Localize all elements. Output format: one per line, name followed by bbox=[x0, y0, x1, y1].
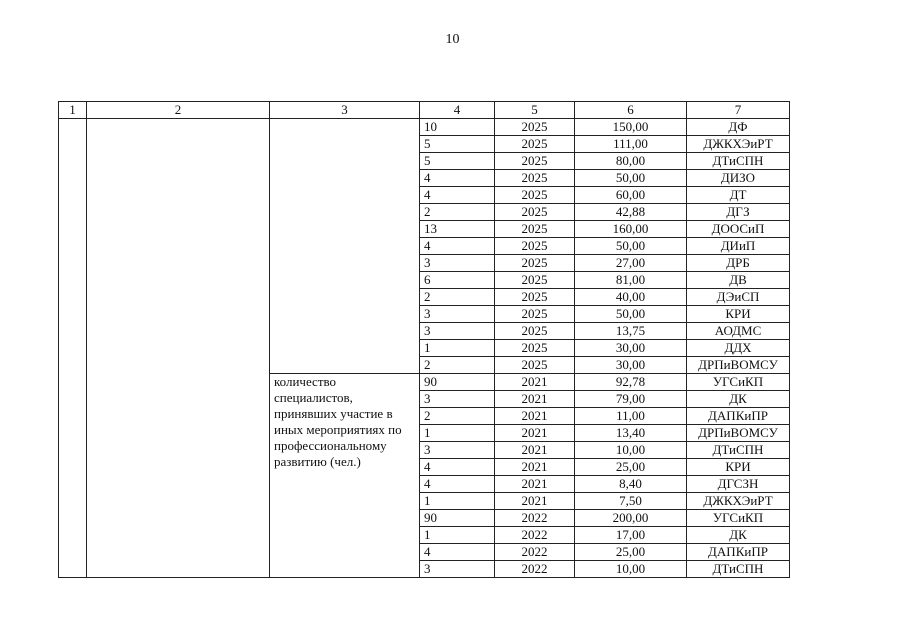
year-cell: 2022 bbox=[495, 527, 575, 544]
year-cell: 2022 bbox=[495, 544, 575, 561]
amount-cell: 42,88 bbox=[575, 204, 687, 221]
qty-cell: 3 bbox=[420, 561, 495, 578]
dept-cell: ДЖКХЭиРТ bbox=[687, 136, 790, 153]
year-cell: 2021 bbox=[495, 425, 575, 442]
qty-cell: 4 bbox=[420, 544, 495, 561]
year-cell: 2022 bbox=[495, 561, 575, 578]
qty-cell: 2 bbox=[420, 357, 495, 374]
qty-cell: 4 bbox=[420, 476, 495, 493]
amount-cell: 25,00 bbox=[575, 459, 687, 476]
dept-cell: ДАПКиПР bbox=[687, 408, 790, 425]
qty-cell: 4 bbox=[420, 187, 495, 204]
year-cell: 2025 bbox=[495, 306, 575, 323]
year-cell: 2025 bbox=[495, 221, 575, 238]
qty-cell: 3 bbox=[420, 306, 495, 323]
year-cell: 2025 bbox=[495, 289, 575, 306]
year-cell: 2025 bbox=[495, 272, 575, 289]
amount-cell: 80,00 bbox=[575, 153, 687, 170]
dept-cell: ДТ bbox=[687, 187, 790, 204]
qty-cell: 10 bbox=[420, 119, 495, 136]
year-cell: 2025 bbox=[495, 136, 575, 153]
qty-cell: 4 bbox=[420, 238, 495, 255]
header-cell-3: 3 bbox=[270, 102, 420, 119]
dept-cell: ДРПиВОМСУ bbox=[687, 425, 790, 442]
header-cell-4: 4 bbox=[420, 102, 495, 119]
col1-merged-cell bbox=[59, 119, 87, 578]
dept-cell: ДДХ bbox=[687, 340, 790, 357]
amount-cell: 7,50 bbox=[575, 493, 687, 510]
year-cell: 2021 bbox=[495, 391, 575, 408]
dept-cell: КРИ bbox=[687, 459, 790, 476]
qty-cell: 2 bbox=[420, 408, 495, 425]
amount-cell: 92,78 bbox=[575, 374, 687, 391]
year-cell: 2025 bbox=[495, 340, 575, 357]
qty-cell: 1 bbox=[420, 527, 495, 544]
amount-cell: 81,00 bbox=[575, 272, 687, 289]
amount-cell: 150,00 bbox=[575, 119, 687, 136]
year-cell: 2025 bbox=[495, 238, 575, 255]
year-cell: 2025 bbox=[495, 357, 575, 374]
qty-cell: 90 bbox=[420, 510, 495, 527]
dept-cell: ДЭиСП bbox=[687, 289, 790, 306]
year-cell: 2021 bbox=[495, 459, 575, 476]
amount-cell: 27,00 bbox=[575, 255, 687, 272]
year-cell: 2021 bbox=[495, 442, 575, 459]
amount-cell: 30,00 bbox=[575, 340, 687, 357]
qty-cell: 1 bbox=[420, 493, 495, 510]
year-cell: 2025 bbox=[495, 323, 575, 340]
dept-cell: УГСиКП bbox=[687, 510, 790, 527]
amount-cell: 79,00 bbox=[575, 391, 687, 408]
dept-cell: ДК bbox=[687, 391, 790, 408]
amount-cell: 50,00 bbox=[575, 170, 687, 187]
year-cell: 2022 bbox=[495, 510, 575, 527]
qty-cell: 3 bbox=[420, 255, 495, 272]
qty-cell: 3 bbox=[420, 391, 495, 408]
qty-cell: 5 bbox=[420, 153, 495, 170]
amount-cell: 30,00 bbox=[575, 357, 687, 374]
qty-cell: 4 bbox=[420, 170, 495, 187]
amount-cell: 160,00 bbox=[575, 221, 687, 238]
amount-cell: 40,00 bbox=[575, 289, 687, 306]
qty-cell: 6 bbox=[420, 272, 495, 289]
year-cell: 2025 bbox=[495, 187, 575, 204]
header-cell-7: 7 bbox=[687, 102, 790, 119]
col2-merged-cell bbox=[87, 119, 270, 578]
header-cell-6: 6 bbox=[575, 102, 687, 119]
dept-cell: ДООСиП bbox=[687, 221, 790, 238]
amount-cell: 10,00 bbox=[575, 442, 687, 459]
year-cell: 2025 bbox=[495, 119, 575, 136]
dept-cell: ДРПиВОМСУ bbox=[687, 357, 790, 374]
page-number: 10 bbox=[445, 32, 460, 47]
qty-cell: 1 bbox=[420, 340, 495, 357]
amount-cell: 13,75 bbox=[575, 323, 687, 340]
header-cell-1: 1 bbox=[59, 102, 87, 119]
year-cell: 2021 bbox=[495, 476, 575, 493]
qty-cell: 13 bbox=[420, 221, 495, 238]
dept-cell: УГСиКП bbox=[687, 374, 790, 391]
year-cell: 2025 bbox=[495, 170, 575, 187]
header-cell-5: 5 bbox=[495, 102, 575, 119]
amount-cell: 25,00 bbox=[575, 544, 687, 561]
table-row bbox=[59, 119, 790, 136]
dept-cell: ДТиСПН bbox=[687, 442, 790, 459]
qty-cell: 5 bbox=[420, 136, 495, 153]
qty-cell: 1 bbox=[420, 425, 495, 442]
amount-cell: 13,40 bbox=[575, 425, 687, 442]
year-cell: 2025 bbox=[495, 204, 575, 221]
amount-cell: 17,00 bbox=[575, 527, 687, 544]
amount-cell: 11,00 bbox=[575, 408, 687, 425]
year-cell: 2021 bbox=[495, 408, 575, 425]
dept-cell: ДК bbox=[687, 527, 790, 544]
indicator-description: количество специалистов, принявших участие в иных мероприятиях по профессиональному развитию (чел.) bbox=[270, 374, 420, 578]
qty-cell: 4 bbox=[420, 459, 495, 476]
qty-cell: 2 bbox=[420, 289, 495, 306]
qty-cell: 3 bbox=[420, 442, 495, 459]
dept-cell: ДИиП bbox=[687, 238, 790, 255]
header-row bbox=[59, 102, 790, 119]
data-table bbox=[58, 101, 790, 578]
amount-cell: 111,00 bbox=[575, 136, 687, 153]
dept-cell: ДТиСПН bbox=[687, 153, 790, 170]
dept-cell: КРИ bbox=[687, 306, 790, 323]
amount-cell: 60,00 bbox=[575, 187, 687, 204]
dept-cell: ДВ bbox=[687, 272, 790, 289]
amount-cell: 50,00 bbox=[575, 306, 687, 323]
year-cell: 2025 bbox=[495, 153, 575, 170]
amount-cell: 200,00 bbox=[575, 510, 687, 527]
col3-empty-cell bbox=[270, 119, 420, 374]
header-cell-2: 2 bbox=[87, 102, 270, 119]
dept-cell: ДИЗО bbox=[687, 170, 790, 187]
year-cell: 2021 bbox=[495, 374, 575, 391]
amount-cell: 8,40 bbox=[575, 476, 687, 493]
qty-cell: 90 bbox=[420, 374, 495, 391]
qty-cell: 2 bbox=[420, 204, 495, 221]
dept-cell: ДЖКХЭиРТ bbox=[687, 493, 790, 510]
year-cell: 2021 bbox=[495, 493, 575, 510]
dept-cell: АОДМС bbox=[687, 323, 790, 340]
year-cell: 2025 bbox=[495, 255, 575, 272]
dept-cell: ДГЗ bbox=[687, 204, 790, 221]
dept-cell: ДТиСПН bbox=[687, 561, 790, 578]
amount-cell: 50,00 bbox=[575, 238, 687, 255]
amount-cell: 10,00 bbox=[575, 561, 687, 578]
dept-cell: ДРБ bbox=[687, 255, 790, 272]
dept-cell: ДАПКиПР bbox=[687, 544, 790, 561]
dept-cell: ДФ bbox=[687, 119, 790, 136]
dept-cell: ДГСЗН bbox=[687, 476, 790, 493]
qty-cell: 3 bbox=[420, 323, 495, 340]
